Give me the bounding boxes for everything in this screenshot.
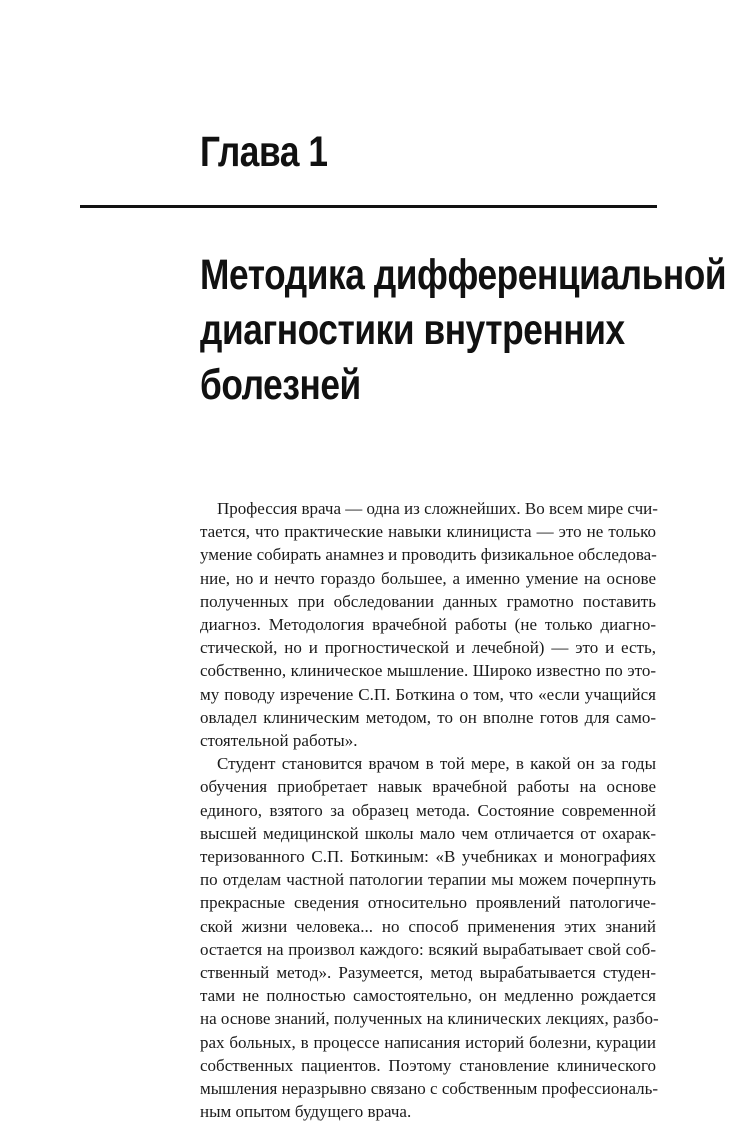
text-line: тами не полностью самостоятельно, он медленно рождается	[200, 986, 656, 1006]
text-line: обучения приобретает навык врачебной работы на основе	[200, 777, 656, 797]
text-line: мышления неразрывно связано с собственным профессиональ-	[200, 1079, 659, 1099]
text-line: по отделам частной патологии терапии мы можем почерпнуть	[200, 870, 656, 890]
text-line: стической, но и прогностической и лечебной) — это и есть,	[200, 638, 656, 658]
text-line: собственных пациентов. Поэтому становление клинического	[200, 1055, 656, 1075]
chapter-label: Глава 1	[200, 128, 328, 176]
text-line: остается на произвол каждого: всякий вырабатывает свой соб-	[200, 939, 656, 959]
text-line: единого, взятого за образец метода. Состояние современной	[200, 800, 656, 820]
chapter-title-line: болезней	[200, 361, 361, 409]
chapter-title	[200, 248, 727, 413]
paragraph-1	[200, 497, 656, 752]
text-line: тается, что практические навыки клинициста — это не только	[200, 522, 656, 542]
text-line: теризованного С.П. Боткиным: «В учебниках и монографиях	[200, 847, 656, 867]
text-line: ственный метод». Разумеется, метод вырабатывается студен-	[200, 963, 656, 983]
text-line: на основе знаний, полученных на клинических лекциях, разбо-	[200, 1009, 659, 1029]
text-line: ской жизни человека... но способ применения этих знаний	[200, 916, 656, 936]
text-line: ным опытом будущего врача.	[200, 1102, 412, 1122]
text-line: му поводу изречение С.П. Боткина о том, что «если учащийся	[200, 684, 656, 704]
chapter-title-line: Методика дифференциальной	[200, 251, 727, 299]
chapter-divider	[80, 205, 657, 208]
text-line: прекрасные сведения относительно проявлений патологиче-	[200, 893, 656, 913]
paragraph-2	[200, 752, 659, 1123]
text-line: Студент становится врачом в той мере, в какой он за годы	[217, 754, 656, 774]
text-line: собственно, клиническое мышление. Широко известно по это-	[200, 661, 656, 681]
text-line: стоятельной работы».	[200, 731, 358, 751]
chapter-title-line: диагностики внутренних	[200, 306, 625, 354]
text-line: ние, но и нечто гораздо большее, а именно умение на основе	[200, 568, 656, 588]
text-line: рах больных, в процессе написания историй болезни, курации	[200, 1032, 656, 1052]
body-text	[200, 497, 659, 1123]
text-line: овладел клиническим методом, то он вполне готов для само-	[200, 707, 656, 727]
text-line: диагноз. Методология врачебной работы (не только диагно-	[200, 615, 656, 635]
text-line: полученных при обследовании данных грамотно поставить	[200, 591, 656, 611]
text-line: умение собирать анамнез и проводить физикальное обследова-	[200, 545, 657, 565]
text-line: высшей медицинской школы мало чем отличается от охарак-	[200, 823, 656, 843]
text-line: Профессия врача — одна из сложнейших. Во всем мире счи-	[217, 499, 658, 518]
